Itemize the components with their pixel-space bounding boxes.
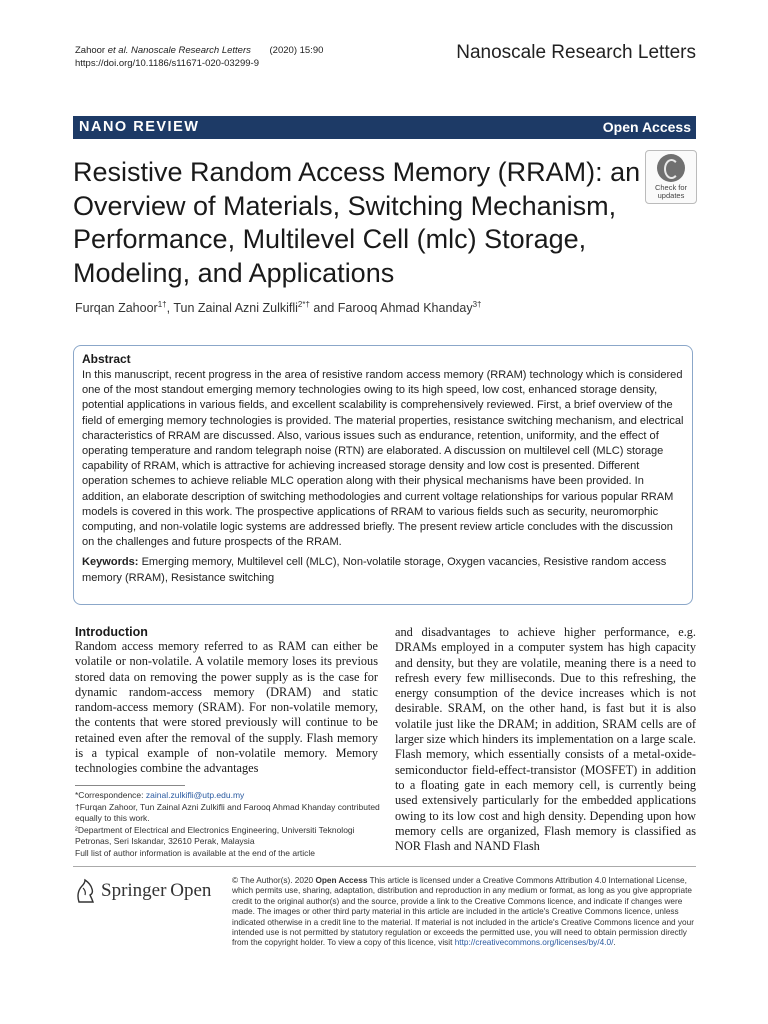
check-for-updates-button[interactable] <box>645 150 697 204</box>
article-title: Resistive Random Access Memory (RRAM): an Overview of Materials, Switching Mechanism, Performance, Multilevel Cell (mlc) Storage, Modeling, and Applications <box>73 157 641 288</box>
citation-journal: Nanoscale Research Letters <box>131 45 251 56</box>
keywords-label: Keywords: <box>82 556 139 569</box>
journal-name: Nanoscale Research Letters <box>456 42 696 63</box>
introduction-paragraph-left: Random access memory referred to as RAM can either be volatile or non-volatile. A volatile memory loses its previous stored data on removing the power supply as is the case for dynamic random-access memory (DRAM) and static random-access memory (SRAM). For non-volatile memory, the contents that were stored previously will continue to be retained even after the removal of the supply. Flash memory is a typical example of non-volatile memory. Memory technologies combine the advantages <box>75 639 378 776</box>
footer-rule <box>73 866 696 867</box>
citation-year: (2020) 15:90 <box>269 45 324 56</box>
author-name: Furqan Zahoor <box>75 301 158 316</box>
license-link[interactable]: http://creativecommons.org/licenses/by/4.0/ <box>454 938 614 948</box>
license-body: This article is licensed under a Creative Commons Attribution 4.0 International License, which permits use, sharing, adaptation, distribution and reproduction in any medium or format, as long as you give appropriate credit to the original author(s) and the source, provide a link to the Creative Commons licence, and indicate if changes were made. The images or other third party material in this article are included in the article's Creative Commons licence, unless indicated otherwise in a credit line to the material. If material is not included in the article's Creative Commons licence and your intended use is not permitted by statutory regulation or exceeds the permitted use, you will need to obtain permission directly from the copyright holder. To view a copy of this licence, visit <box>232 876 694 948</box>
author-and: and <box>309 301 338 316</box>
footnote-rule <box>75 785 185 786</box>
body-column-left <box>75 625 378 777</box>
author-affil: 2*† <box>297 300 310 309</box>
body-column-right <box>395 625 696 854</box>
citation-authors: Zahoor <box>75 45 106 56</box>
correspondence-label: *Correspondence: <box>75 790 146 800</box>
article-type-label: NANO REVIEW <box>79 119 200 135</box>
license-end: . <box>613 938 616 948</box>
license-prefix: © The Author(s). 2020 <box>232 876 316 885</box>
abstract-box <box>73 345 693 605</box>
author-name: Tun Zainal Azni Zulkifli <box>173 301 298 316</box>
license-open-access: Open Access <box>315 876 368 885</box>
author-list <box>75 300 481 315</box>
check-updates-line2: updates <box>657 191 685 200</box>
check-updates-line1: Check for <box>654 183 688 192</box>
equal-contribution-note: †Furqan Zahoor, Tun Zainal Azni Zulkifli and Farooq Ahmad Khanday contributed equally to this work. <box>75 801 380 823</box>
introduction-heading: Introduction <box>75 625 148 639</box>
footnotes <box>75 790 380 859</box>
running-header <box>75 44 323 70</box>
springer-open-logo <box>73 878 211 904</box>
abstract-text: In this manuscript, recent progress in the area of resistive random access memory (RRAM) technology which is considered one of the most standout emerging memory technologies owing to its high speed, low cost, enhanced storage density, potential applications in various fields, and excellent scalability is comprehensively reviewed. First, a brief overview of the field of emerging memory technologies is provided. The material properties, resistance switching mechanism, and electrical characteristics of RRAM are discussed. Also, various issues such as endurance, retention, uniformity, and the effect of operating temperature and random telegraph noise (RTN) are elaborated. A discussion on multilevel cell (MLC) storage capability of RRAM, which is attractive for achieving increased storage density and low cost is presented. Different operation schemes to achieve reliable MLC operation along with their physical mechanisms have been provided. In addition, an elaborate description of switching methodologies and current voltage relationships for various popular RRAM models is covered in this work. The prospective applications of RRAM to various fields such as security, neuromorphic computing, and non-volatile logic systems are addressed briefly. The present review article concludes with the discussion on the challenges and future prospects of the RRAM. <box>82 369 684 549</box>
springer-horse-icon <box>73 878 97 904</box>
open-access-label: Open Access <box>602 119 691 135</box>
keywords <box>82 555 685 585</box>
doi-link[interactable]: https://doi.org/10.1186/s11671-020-03299-9 <box>75 58 259 69</box>
brand-open: Open <box>170 880 212 901</box>
article-type-banner <box>73 116 696 139</box>
introduction-paragraph-right: and disadvantages to achieve higher performance, e.g. DRAMs employed in a computer system has high capacity and density, but they are volatile, meaning there is a need to refresh every few milliseconds. Due to this refreshing, the energy consumption of the device increases which is not desirable. SRAM, on the other hand, is fast but it is also volatile just like the DRAM; in addition, SRAM cells are of larger size which hinders its implementation on a large scale. Flash memory, which essentially consists of a metal-oxide-semiconductor field-effect-transistor (MOSFET) in addition to a floating gate in each memory cell, is currently being used extensively particularly for the embedded applications owing to its low cost and high density. Depending upon how memory cells are organized, Flash memory is classified as NOR Flash and NAND Flash <box>395 625 696 854</box>
citation-line <box>75 44 323 57</box>
author-name: Farooq Ahmad Khanday <box>337 301 473 316</box>
check-updates-icon <box>657 154 685 182</box>
author-affil: 1† <box>157 300 167 309</box>
license-text <box>232 876 696 949</box>
full-author-info-note: Full list of author information is available at the end of the article <box>75 847 316 858</box>
correspondence-email[interactable]: zainal.zulkifli@utp.edu.my <box>145 790 245 800</box>
affiliation-note: ²Department of Electrical and Electronics Engineering, Universiti Teknologi Petronas, Seri Iskandar, 32610 Perak, Malaysia <box>75 824 355 846</box>
brand-springer: Springer <box>101 880 167 901</box>
correspondence <box>75 790 380 802</box>
keywords-list: Emerging memory, Multilevel cell (MLC), Non-volatile storage, Oxygen vacancies, Resistive random access memory (RRAM), Resistance switching <box>82 556 667 584</box>
abstract-heading: Abstract <box>82 352 131 366</box>
author-affil: 3† <box>472 300 482 309</box>
author-separator: , <box>166 301 174 316</box>
citation-etal: et al. <box>107 45 129 56</box>
